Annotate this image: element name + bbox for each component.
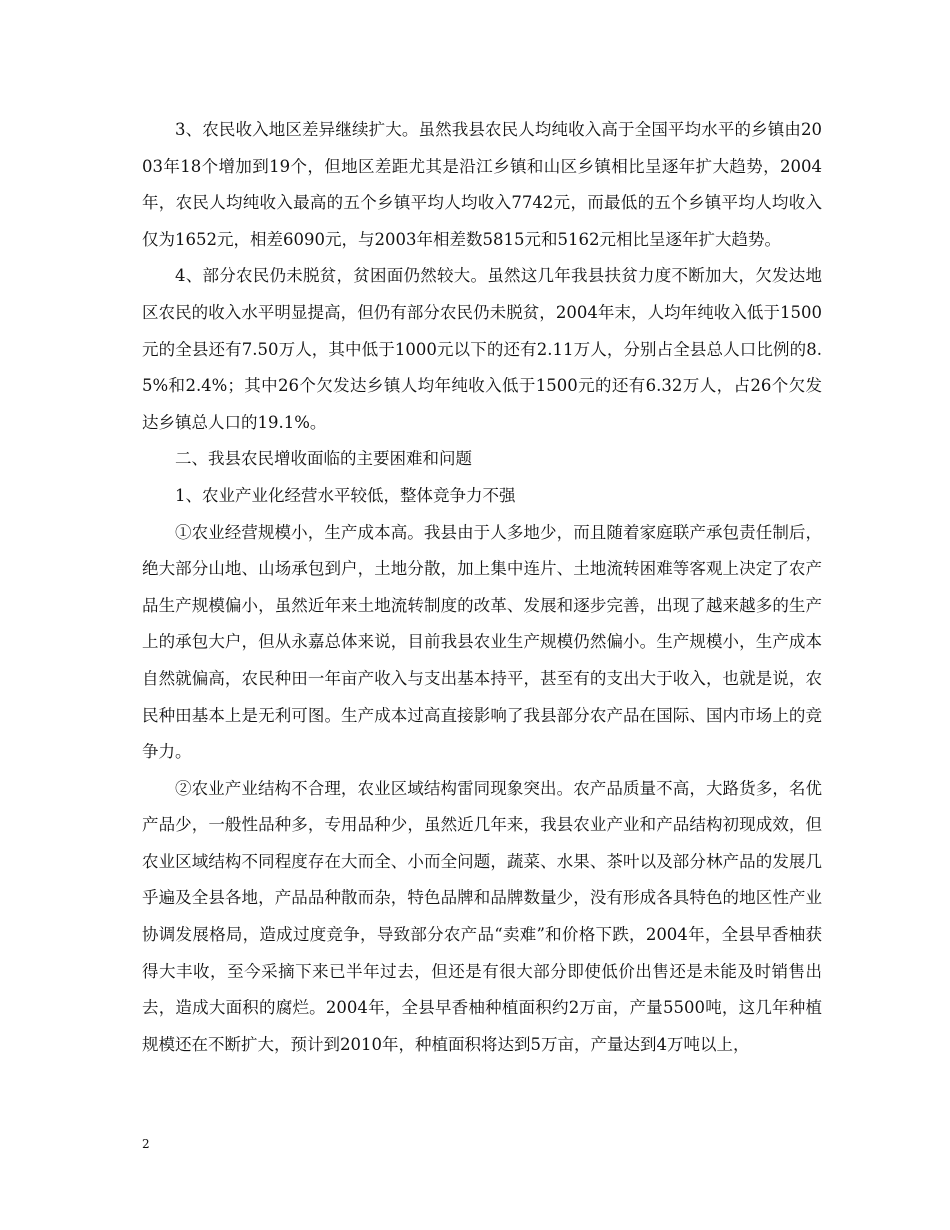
section-heading-difficulties: 二、我县农民增收面临的主要困难和问题 <box>175 449 472 469</box>
paragraph-structure: ②农业产业结构不合理，农业区域结构雷同现象突出。农产品质量不高，大路货多，名优产品少，一般性品种多，专用品种少，虽然近几年来，我县农业产业和产品结构初现成效，但农业区域结构不同程度存在大而全、小而全问题，蔬菜、水果、茶叶以及部分林产品的发展几乎遍及全县各地，产品品种散而杂，特色品牌和品牌数量少，没有形成各具特色的地区性产业协调发展格局，造成过度竞争，导致部分农产品“卖难”和价格下跌，2004年，全县早香柚获得大丰收，至今采摘下来已半年过去，但还是有很大部分即使低价出售还是未能及时销售出去，造成大面积的腐烂。2004年，全县早香柚种植面积约2万亩，产量5500吨，这几年种植规模还在不断扩大，预计到2010年，种植面积将达到5万亩，产量达到4万吨以上， <box>142 778 822 1054</box>
paragraph-small-scale: ①农业经营规模小，生产成本高。我县由于人多地少，而且随着家庭联产承包责任制后，绝大部分山地、山场承包到户，土地分散，加上集中连片、土地流转困难等客观上决定了农产品生产规模偏小，虽然近年来土地流转制度的改革、发展和逐步完善，出现了越来越多的生产上的承包大户，但从永嘉总体来说，目前我县农业生产规模仍然偏小。生产规模小，生产成本自然就偏高，农民种田一年亩产收入与支出基本持平，甚至有的支出大于收入，也就是说，农民种田基本上是无利可图。生产成本过高直接影响了我县部分农产品在国际、国内市场上的竞争力。 <box>142 522 822 762</box>
page-number: 2 <box>142 1137 150 1151</box>
paragraph-poverty: 4、部分农民仍未脱贫，贫困面仍然较大。虽然这几年我县扶贫力度不断加大，欠发达地区农民的收入水平明显提高，但仍有部分农民仍未脱贫，2004年末，人均年纯收入低于1500元的全县还有7.50万人，其中低于1000元以下的还有2.11万人，分别占全县总人口比例的8.5%和2.4%；其中26个欠发达乡镇人均年纯收入低于1500元的还有6.32万人，占26个欠发达乡镇总人口的19.1%。 <box>142 266 822 432</box>
subsection-heading-industrialization: 1、农业产业化经营水平较低，整体竞争力不强 <box>175 485 516 505</box>
document-body <box>142 112 822 1063</box>
paragraph-income-gap: 3、农民收入地区差异继续扩大。虽然我县农民人均纯收入高于全国平均水平的乡镇由2003年18个增加到19个，但地区差距尤其是沿江乡镇和山区乡镇相比呈逐年扩大趋势，2004年，农民人均纯收入最高的五个乡镇平均人均收入7742元，而最低的五个乡镇平均人均收入仅为1652元，相差6090元，与2003年相差数5815元和5162元相比呈逐年扩大趋势。 <box>142 120 822 249</box>
